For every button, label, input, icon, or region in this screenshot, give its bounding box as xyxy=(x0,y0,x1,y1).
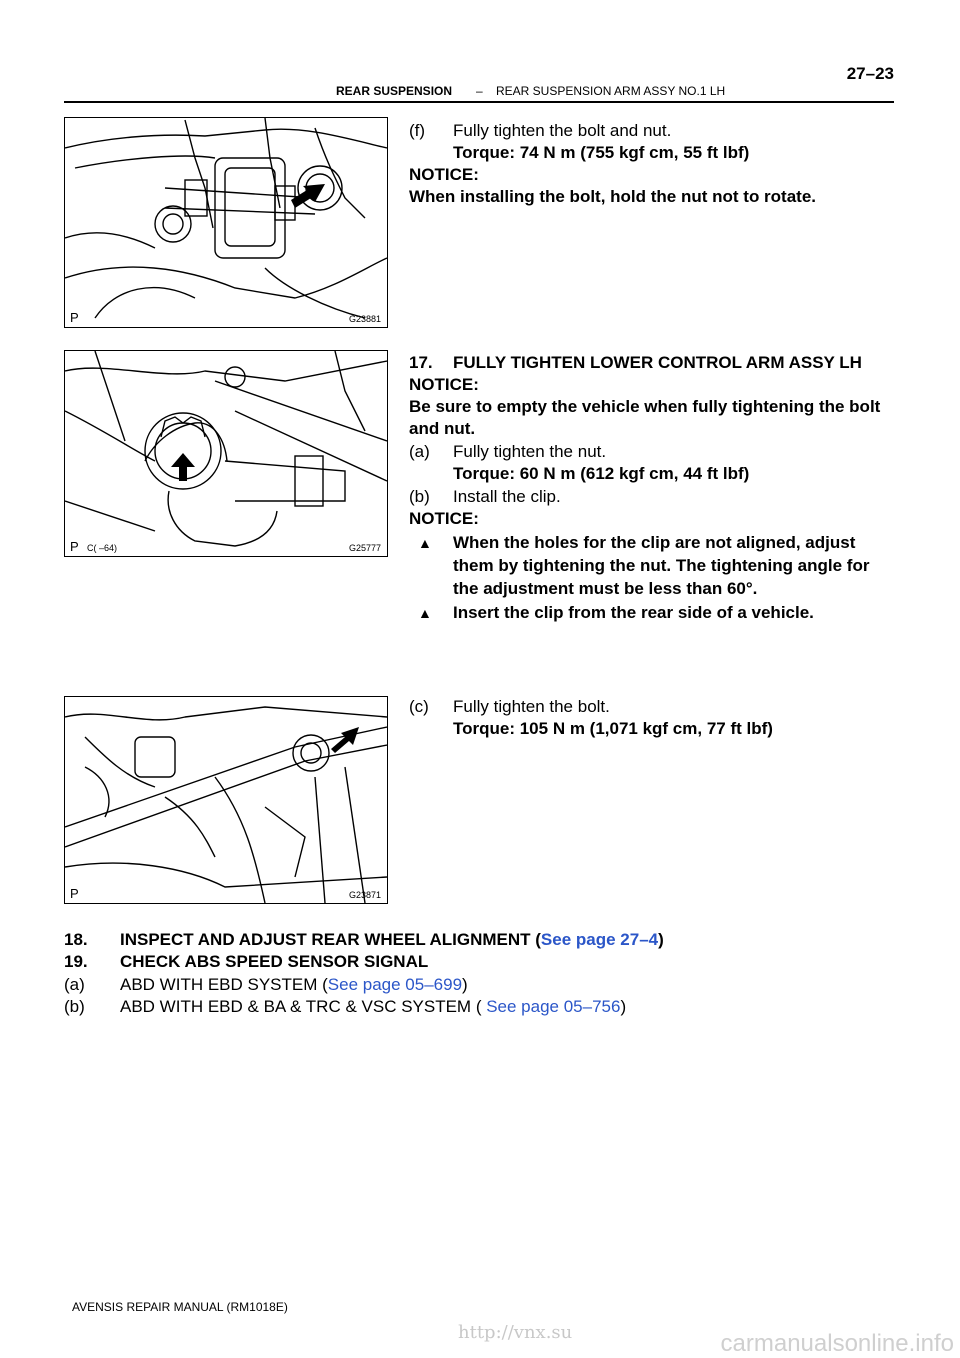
figure-marker: P xyxy=(70,310,79,325)
torque-spec: Torque: 105 N m (1,071 kgf cm, 77 ft lbf) xyxy=(453,719,773,738)
step-text: ABD WITH EBD & BA & TRC & VSC SYSTEM ( xyxy=(120,997,487,1016)
figure-bolt-nut xyxy=(64,117,388,328)
page-link[interactable]: See page 27–4 xyxy=(540,930,659,949)
figure-marker: P xyxy=(70,539,79,554)
step-label: (c) xyxy=(409,697,429,716)
step-b xyxy=(409,486,561,507)
notice-text: When installing the bolt, hold the nut not to rotate. xyxy=(409,187,817,206)
torque-spec: Torque: 74 N m (755 kgf cm, 55 ft lbf) xyxy=(453,143,750,162)
step-label: (a) xyxy=(409,442,430,461)
step-text: CHECK ABS SPEED SENSOR SIGNAL xyxy=(120,952,429,971)
step-number: 18. xyxy=(64,930,88,949)
notice-text: and nut. xyxy=(409,419,476,438)
bullet-text: When the holes for the clip are not aligned, adjust xyxy=(453,533,856,552)
header-subsection: REAR SUSPENSION ARM ASSY NO.1 LH xyxy=(496,84,726,98)
bullet-text: Insert the clip from the rear side of a vehicle. xyxy=(453,603,814,622)
step-label: (f) xyxy=(409,121,426,140)
step-text-close: ) xyxy=(658,930,664,949)
watermark-left[interactable]: http://vnx.su xyxy=(458,1322,573,1343)
step-text: INSPECT AND ADJUST REAR WHEEL ALIGNMENT ( xyxy=(120,930,541,949)
figure-id: G23871 xyxy=(348,890,381,900)
figure-marker: P xyxy=(70,886,79,901)
figure-lower-arm-nut xyxy=(64,350,388,557)
step-text: Fully tighten the bolt. xyxy=(453,697,610,716)
step-text: ABD WITH EBD SYSTEM ( xyxy=(120,975,328,994)
footer-manual-title: AVENSIS REPAIR MANUAL (RM1018E) xyxy=(72,1300,288,1314)
header-dash: – xyxy=(476,84,483,98)
figure-bolt xyxy=(64,696,388,904)
step-19b xyxy=(64,996,626,1017)
step-label: (a) xyxy=(64,975,85,994)
figure-bolt-drawing xyxy=(65,697,387,903)
watermark-right[interactable]: carmanualsonline.info xyxy=(720,1330,954,1357)
step-text-close: ) xyxy=(462,975,468,994)
notice-heading: NOTICE: xyxy=(409,509,479,528)
figure-id: G23881 xyxy=(348,314,381,324)
step-19a xyxy=(64,974,468,995)
header-section: REAR SUSPENSION xyxy=(336,84,453,98)
step-text: Fully tighten the nut. xyxy=(453,442,607,461)
step-17 xyxy=(409,352,862,373)
bullet-text: them by tightening the nut. The tightening angle for xyxy=(453,556,870,575)
step-f xyxy=(409,120,671,141)
notice-heading: NOTICE: xyxy=(409,165,479,184)
notice-heading: NOTICE: xyxy=(409,375,479,394)
figure-id: G25777 xyxy=(348,543,381,553)
page-number: 27–23 xyxy=(846,64,894,83)
step-label: (b) xyxy=(64,997,85,1016)
figure-bolt-nut-drawing xyxy=(65,118,387,327)
page-link[interactable]: See page 05–699 xyxy=(327,975,463,994)
figure-lower-arm-drawing xyxy=(65,351,387,556)
step-19 xyxy=(64,951,428,972)
figure-label: C( –64) xyxy=(87,543,118,553)
step-c xyxy=(409,696,610,717)
step-text-close: ) xyxy=(620,997,627,1016)
step-title: FULLY TIGHTEN LOWER CONTROL ARM ASSY LH xyxy=(453,353,862,372)
header-rule xyxy=(64,101,894,103)
step-text: Fully tighten the bolt and nut. xyxy=(453,121,672,140)
torque-spec: Torque: 60 N m (612 kgf cm, 44 ft lbf) xyxy=(453,464,750,483)
bullet-text: the adjustment must be less than 60°. xyxy=(453,579,758,598)
bullet-triangle-icon: ▲ xyxy=(418,605,432,621)
page-link[interactable]: See page 05–756 xyxy=(486,997,621,1016)
step-label: (b) xyxy=(409,487,430,506)
step-text: Install the clip. xyxy=(453,487,561,506)
bullet-triangle-icon: ▲ xyxy=(418,535,432,551)
step-number: 19. xyxy=(64,952,88,971)
step-18 xyxy=(64,929,664,950)
notice-text: Be sure to empty the vehicle when fully tightening the bolt xyxy=(409,397,881,416)
step-a xyxy=(409,441,606,462)
step-number: 17. xyxy=(409,353,433,372)
